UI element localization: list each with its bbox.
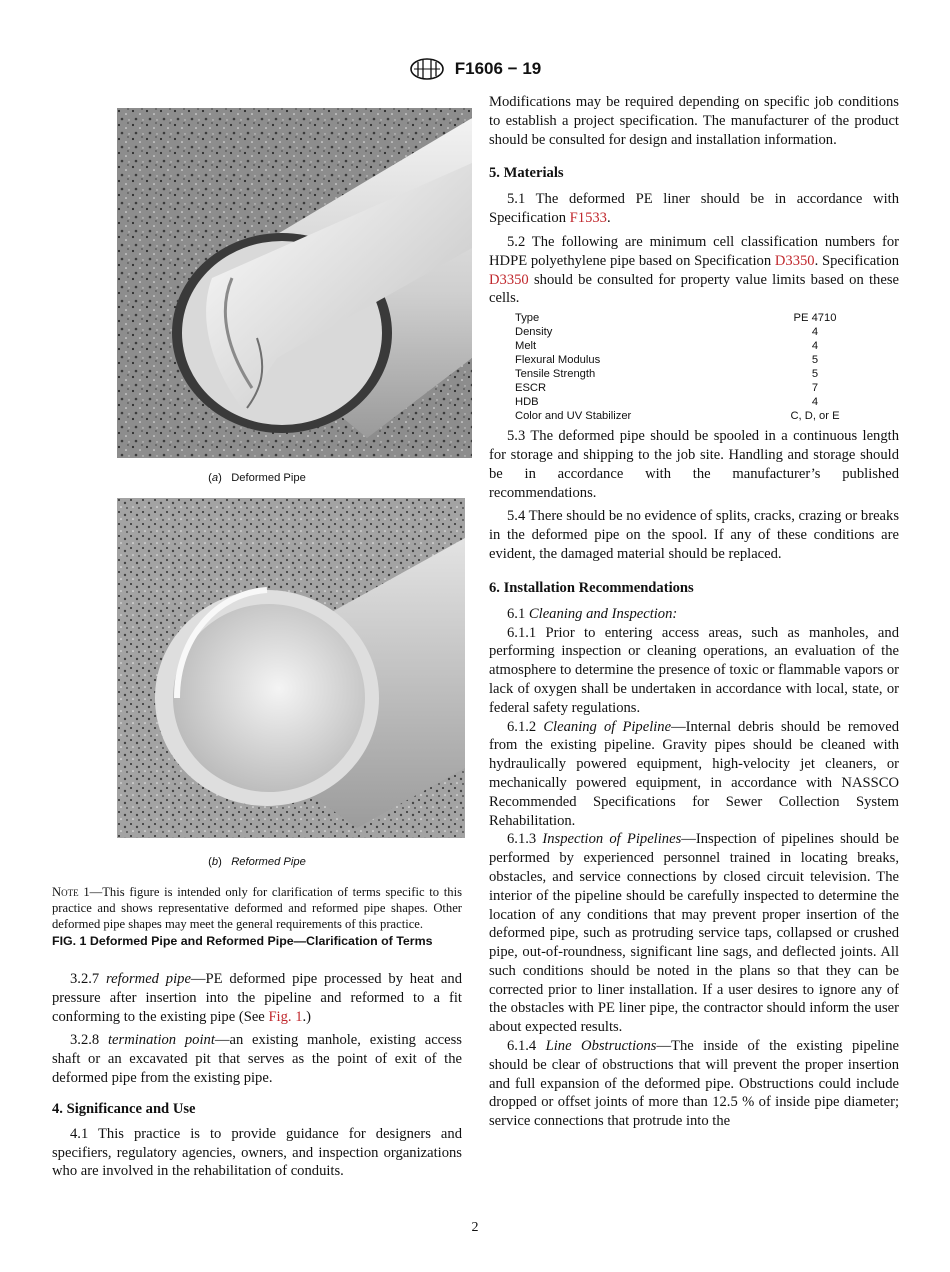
note-text: —This figure is intended only for clarification of terms specific to this practice and shows representative deformed and reformed pipe shapes. Other deformed pipe shapes may meet the general requirements of this practice.	[52, 885, 462, 931]
term-termination-point: termination point	[107, 1032, 215, 1049]
table-row: Melt 4	[515, 340, 819, 353]
deformed-pipe-photo	[117, 108, 472, 458]
cell-classification-table	[515, 311, 860, 423]
section-4-heading: 4. Significance and Use	[52, 1100, 196, 1117]
left-column	[52, 108, 462, 1181]
paragraph-6-1-1: 6.1.1 Prior to entering access areas, such as manholes, and performing inspection or cleaning operations, an evaluation of the atmosphere to determine the presence of toxic or flammable vapors or lack of oxygen shall be undertaken in accordance with local, state, or federal safety regulations.	[489, 624, 899, 716]
paragraph-continued: Modifications may be required depending on specific job conditions to establish a project specification. The manufacturer of the product should be consulted for design and installation information.	[489, 94, 899, 148]
reformed-pipe-photo	[117, 498, 465, 838]
paragraph-5-1: 5.1 The deformed PE liner should be in accordance with Specification F1533.	[489, 191, 899, 227]
right-column	[489, 93, 899, 1131]
paragraph-4-1: 4.1 This practice is to provide guidance for designers and specifiers, regulatory agencies, owners, and inspection organizations who are involved in the rehabilitation of conduits.	[52, 1125, 462, 1180]
table-row: Color and UV Stabilizer C, D, or E	[515, 410, 840, 423]
section-5-heading: 5. Materials	[489, 165, 564, 182]
standard-designation: F1606 − 19	[454, 59, 542, 78]
term-reformed-pipe: reformed pipe	[106, 971, 191, 987]
d3350-link[interactable]: D3350	[774, 252, 815, 269]
paragraph-3-2-7: 3.2.7 reformed pipe—PE deformed pipe processed by heat and pressure after insertion into the pipeline and reformed to a fit conforming to the existing pipe (See Fig. 1.)	[52, 971, 462, 1025]
table-row: Flexural Modulus 5	[515, 354, 819, 367]
paragraph-6-1-3: 6.1.3 Inspection of Pipelines—Inspection of pipelines should be performed by experienced personnel trained in locating breaks, obstacles, and service connections by closed circuit television. The interior of the pipeline should be carefully inspected to determine the location of any conditions that may prevent proper insertion of the deformed pipe, such as protruding service taps, collapsed or crushed pipe, out-of-roundness, significant line sags, and deflected joints. All such conditions should be noted in the plans so that they can be corrected prior to liner installation. If a user desires to ignore any of the obstacles with PE liner pipe, the contractor should inform the user about expected results.	[489, 831, 899, 1036]
figure-caption-a: (a) Deformed Pipe	[208, 472, 306, 484]
fig-1-link[interactable]: Fig. 1	[268, 1008, 303, 1025]
table-row: ESCR 7	[515, 382, 819, 395]
page-number: 2	[471, 1220, 479, 1235]
table-row: HDB 4	[515, 396, 819, 409]
paragraph-5-4: 5.4 There should be no evidence of splits, cracks, crazing or breaks in the deformed pipe on the spool. If any of these conditions are evident, the damaged material should be replaced.	[489, 508, 900, 562]
table-row: Type PE 4710	[515, 312, 837, 325]
paragraph-5-2: 5.2 The following are minimum cell classification numbers for HDPE polyethylene pipe based on Specification D3350. Specification D3350 should be consulted for property value limits based on these cells.	[489, 233, 899, 307]
caption-a-letter: a	[211, 472, 219, 484]
paragraph-6-1-2: 6.1.2 Cleaning of Pipeline—Internal debris should be removed from the existing pipeline. Gravity pipes should be cleaned with hydraulically powered equipment, high-velocity jet cleaners, or mechanically powered equipment, in accordance with NASSCO Recommended Specifications for Sewer Collection System Rehabilitation.	[489, 718, 899, 829]
table-row: Tensile Strength 5	[515, 368, 819, 381]
astm-logo-icon	[409, 57, 445, 81]
page-header	[0, 57, 950, 81]
figure-note	[52, 884, 462, 932]
paragraph-6-1-4: 6.1.4 Line Obstructions—The inside of the existing pipeline should be clear of obstructions that will prevent the proper insertion and full expansion of the deformed pipe. Obstructions could include dropped or offset joints of more than 12.5 % of inside pipe diameter; service connections that protrude into the	[489, 1038, 900, 1130]
caption-b-letter: b	[211, 856, 219, 868]
figure-caption-b: (b) Reformed Pipe	[208, 856, 306, 868]
caption-b-text: Reformed Pipe	[231, 856, 306, 868]
subsection-title-cleaning: Cleaning and Inspection:	[528, 605, 678, 622]
caption-a-text: Deformed Pipe	[231, 472, 306, 484]
note-heading: Note 1	[52, 885, 90, 899]
paragraph-6-1: 6.1 Cleaning and Inspection:	[507, 605, 678, 622]
figure-title: FIG. 1 Deformed Pipe and Reformed Pipe—Clarification of Terms	[52, 934, 433, 948]
paragraph-3-2-8: 3.2.8 termination point—an existing manhole, existing access shaft or an excavated pit that serves as the point of exit of the deformed pipe from the existing pipe.	[52, 1032, 462, 1086]
table-row: Density 4	[515, 326, 819, 339]
paragraph-5-3: 5.3 The deformed pipe should be spooled in a continuous length for storage and shipping to the job site. Handling and storage should be in accordance with the manufacturer’s published recommendations.	[489, 428, 899, 501]
section-6-heading: 6. Installation Recommendations	[489, 579, 694, 596]
f1533-link[interactable]: F1533	[569, 210, 607, 227]
d3350-link-2[interactable]: D3350	[489, 271, 529, 288]
